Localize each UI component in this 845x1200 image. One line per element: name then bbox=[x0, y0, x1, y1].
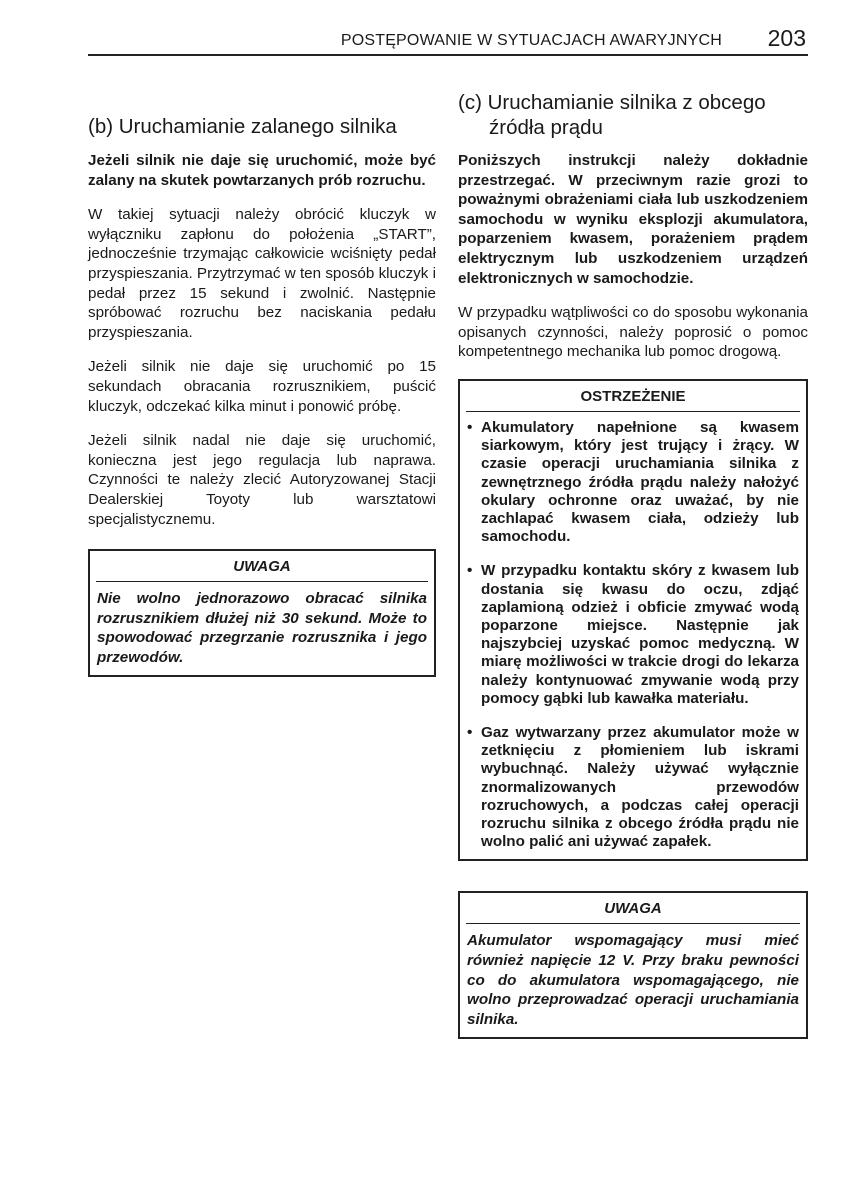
notice-box-battery bbox=[458, 891, 808, 1039]
warning-item-contact: • W przypadku kontaktu skóry z kwasem lub dostania się kwasu do oczu, zdjąć zaplamioną odzież i obficie zmywać wodą poparzone miejsce. Następnie jak najszybciej uzyskać pomoc medyczną. W miarę możliwości w trakcie drogi do lekarza należy kontynuować zmywanie wodą przy pomocy gąbki lub kawałka materiału. bbox=[467, 562, 799, 707]
notice-title: UWAGA bbox=[233, 558, 291, 576]
warning-box bbox=[458, 379, 808, 861]
right-column bbox=[458, 90, 808, 1039]
notice-body bbox=[90, 582, 434, 675]
paragraph-retry: Jeżeli silnik nie daje się uruchomić po 15 sekundach obracania rozrusznikiem, puścić kluczyk, odczekać kilka minut i ponowić próbę. bbox=[88, 358, 436, 415]
notice-text: Nie wolno jednorazowo obracać silnika rozrusznikiem dłużej niż 30 sekund. Może to spowodować przegrzanie rozrusznika i jego przewodów. bbox=[97, 590, 427, 666]
left-column bbox=[88, 90, 436, 677]
bullet-icon: • bbox=[467, 562, 473, 580]
warning-item-gas: • Gaz wytwarzany przez akumulator może w zetknięciu z płomieniem lub iskrami wybuchnąć. Należy używać wyłącznie znormalizowanych przewodów rozruchowych, a podczas całej operacji rozruchu silnika z obcego źródła prądu nie wolno palić ani używać zapałek. bbox=[467, 723, 799, 851]
section-heading-flooded-engine: (b) Uruchamianie zalanego silnika bbox=[88, 115, 397, 138]
intro-bold-warning: Poniższych instrukcji należy dokładnie przestrzegać. W przeciwnym razie grozi to poważnymi obrażeniami ciała lub uszkodzeniem samochodu w wyniku eksplozji akumulatora, poparzeniem kwasem, porażeniem prądem elektrycznym lub uszkodzeniem urządzeń elektronicznych w samochodzie. bbox=[458, 152, 808, 287]
page-number: 203 bbox=[767, 25, 806, 51]
notice-title: UWAGA bbox=[604, 900, 662, 918]
heading-line-2: źródła prądu bbox=[489, 116, 603, 139]
paragraph-repair: Jeżeli silnik nadal nie daje się uruchomić, konieczna jest jego regulacja lub naprawa. Czynności te należy zlecić Autoryzowanej Stacji Dealerskiej Toyoty lub warsztatowi specjalistycznemu. bbox=[88, 432, 436, 528]
header-title: POSTĘPOWANIE W SYTUACJACH AWARYJNYCH bbox=[340, 32, 722, 49]
intro-bold-text: Jeżeli silnik nie daje się uruchomić, może być zalany na skutek powtarzanych prób rozruchu. bbox=[88, 152, 436, 189]
notice-text: Akumulator wspomagający musi mieć również napięcie 12 V. Przy braku pewności co do akumulatora wspomagającego, nie wolno przeprowadzać operacji uruchamiania silnika. bbox=[467, 932, 799, 1028]
section-heading-jump-start bbox=[458, 90, 808, 140]
notice-body bbox=[460, 924, 806, 1037]
paragraph-help: W przypadku wątpliwości co do sposobu wykonania opisanych czynności, należy poprosić o pomoc kompetentnego mechanika lub pomoc drogową. bbox=[458, 304, 808, 361]
warning-item-acid: • Akumulatory napełnione są kwasem siarkowym, który jest trujący i żrący. W czasie operacji uruchamiania silnika z zewnętrznego źródła prądu należy nałożyć okulary ochronne oraz uważać, by nie zachlapać kwasem ciała, odzieży lub samochodu. bbox=[467, 418, 799, 546]
page-header bbox=[88, 26, 808, 56]
warning-body bbox=[460, 412, 806, 859]
bullet-icon: • bbox=[467, 418, 473, 436]
notice-box-starter bbox=[88, 549, 436, 677]
warning-list bbox=[467, 419, 799, 851]
bullet-icon: • bbox=[467, 723, 473, 741]
paragraph-procedure: W takiej sytuacji należy obrócić kluczyk w wyłączniku zapłonu do położenia „START”, jednocześnie trzymając całkowicie wciśnięty pedał przyspieszania. Przytrzymać w ten sposób kluczyk i pedał przez 15 sekund i zwolnić. Następnie spróbować rozruchu bez naciskania pedału przyspieszania. bbox=[88, 206, 436, 341]
heading-line-1: (c) Uruchamianie silnika z obcego bbox=[458, 91, 766, 114]
warning-title: OSTRZEŻENIE bbox=[580, 387, 686, 405]
